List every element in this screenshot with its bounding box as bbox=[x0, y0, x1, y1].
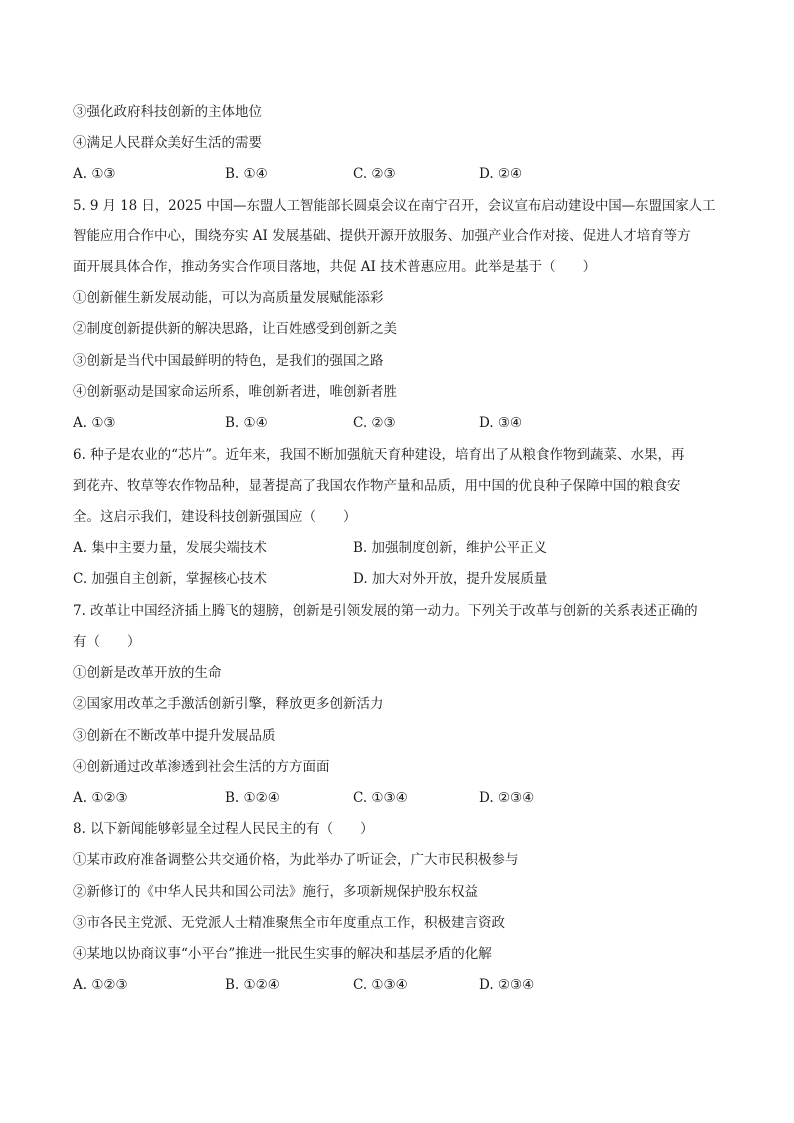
q5-item-3: ③创新是当代中国最鲜明的特色，是我们的强国之路 bbox=[73, 353, 384, 369]
q5-stem-line-1: 5. 9 月 18 日，2025 中国—东盟人工智能部长圆桌会议在南宁召开，会议宣布启动建设中国—东盟国家人工 bbox=[73, 198, 716, 214]
q7-options bbox=[73, 788, 733, 808]
q6-options-row-2 bbox=[73, 569, 733, 589]
option-b[interactable]: B. 加强制度创新，维护公平正义 bbox=[353, 540, 548, 556]
q7-item-4: ④创新通过改革渗透到社会生活的方方面面 bbox=[73, 759, 330, 775]
q8-stem-line-1: 8. 以下新闻能够彰显全过程人民民主的有（ ） bbox=[73, 821, 374, 837]
q7-item-2: ②国家用改革之手激活创新引擎，释放更多创新活力 bbox=[73, 696, 384, 712]
option-a[interactable]: A. ①②③ bbox=[73, 790, 128, 806]
q6-stem-line-3: 全。这启示我们，建设科技创新强国应（ ） bbox=[73, 509, 357, 525]
option-b[interactable]: B. ①④ bbox=[225, 166, 268, 182]
q8-item-1: ①某市政府准备调整公共交通价格，为此举办了听证会，广大市民积极参与 bbox=[73, 852, 519, 868]
q8-options bbox=[73, 975, 733, 995]
option-d[interactable]: D. 加大对外开放，提升发展质量 bbox=[353, 571, 548, 587]
q5-item-1: ①创新催生新发展动能，可以为高质量发展赋能添彩 bbox=[73, 290, 384, 306]
q5-stem-line-2: 智能应用合作中心，围绕夯实 AI 发展基础、提供开源开放服务、加强产业合作对接、促进人才培育等方 bbox=[73, 228, 691, 244]
option-d[interactable]: D. ②③④ bbox=[479, 977, 535, 993]
q5-options bbox=[73, 413, 733, 433]
option-d[interactable]: D. ②③④ bbox=[479, 790, 535, 806]
q6-stem-line-2: 到花卉、牧草等农作物品种，显著提高了我国农作物产量和品质，用中国的优良种子保障中国的粮食安 bbox=[73, 478, 681, 494]
q8-item-2: ②新修订的《中华人民共和国公司法》施行，多项新规保护股东权益 bbox=[73, 884, 478, 900]
q8-item-3: ③市各民主党派、无党派人士精准聚焦全市年度重点工作，积极建言资政 bbox=[73, 915, 505, 931]
q7-stem-line-2: 有（ ） bbox=[73, 634, 141, 650]
option-d[interactable]: D. ③④ bbox=[479, 415, 523, 431]
q7-stem-line-1: 7. 改革让中国经济插上腾飞的翅膀，创新是引领发展的第一动力。下列关于改革与创新的关系表述正确的 bbox=[73, 603, 698, 619]
option-a[interactable]: A. ①②③ bbox=[73, 977, 128, 993]
option-b[interactable]: B. ①②④ bbox=[225, 790, 280, 806]
q7-item-1: ①创新是改革开放的生命 bbox=[73, 665, 222, 681]
prev-item-3: ③强化政府科技创新的主体地位 bbox=[73, 104, 262, 120]
q5-item-4: ④创新驱动是国家命运所系，唯创新者进，唯创新者胜 bbox=[73, 384, 397, 400]
option-c[interactable]: C. ①③④ bbox=[353, 977, 408, 993]
option-c[interactable]: C. ②③ bbox=[353, 166, 396, 182]
q6-options-row-1 bbox=[73, 538, 733, 558]
option-b[interactable]: B. ①④ bbox=[225, 415, 268, 431]
option-a[interactable]: A. ①③ bbox=[73, 415, 116, 431]
option-a[interactable]: A. ①③ bbox=[73, 166, 116, 182]
option-a[interactable]: A. 集中主要力量，发展尖端技术 bbox=[73, 540, 267, 556]
q6-stem-line-1: 6. 种子是农业的“芯片”。近年来，我国不断加强航天育种建设，培育出了从粮食作物到蔬菜、水果，再 bbox=[73, 447, 685, 463]
option-b[interactable]: B. ①②④ bbox=[225, 977, 280, 993]
q5-item-2: ②制度创新提供新的解决思路，让百姓感受到创新之美 bbox=[73, 321, 397, 337]
option-c[interactable]: C. ①③④ bbox=[353, 790, 408, 806]
option-d[interactable]: D. ②④ bbox=[479, 166, 523, 182]
q7-item-3: ③创新在不断改革中提升发展品质 bbox=[73, 728, 276, 744]
q8-item-4: ④某地以协商议事“小平台”推进一批民生实事的解决和基层矛盾的化解 bbox=[73, 946, 492, 962]
option-c[interactable]: C. 加强自主创新，掌握核心技术 bbox=[73, 571, 267, 587]
prev-options bbox=[73, 164, 733, 184]
q5-stem-line-3: 面开展具体合作，推动务实合作项目落地，共促 AI 技术普惠应用。此举是基于（ ） bbox=[73, 259, 597, 275]
option-c[interactable]: C. ②③ bbox=[353, 415, 396, 431]
prev-item-4: ④满足人民群众美好生活的需要 bbox=[73, 135, 262, 151]
